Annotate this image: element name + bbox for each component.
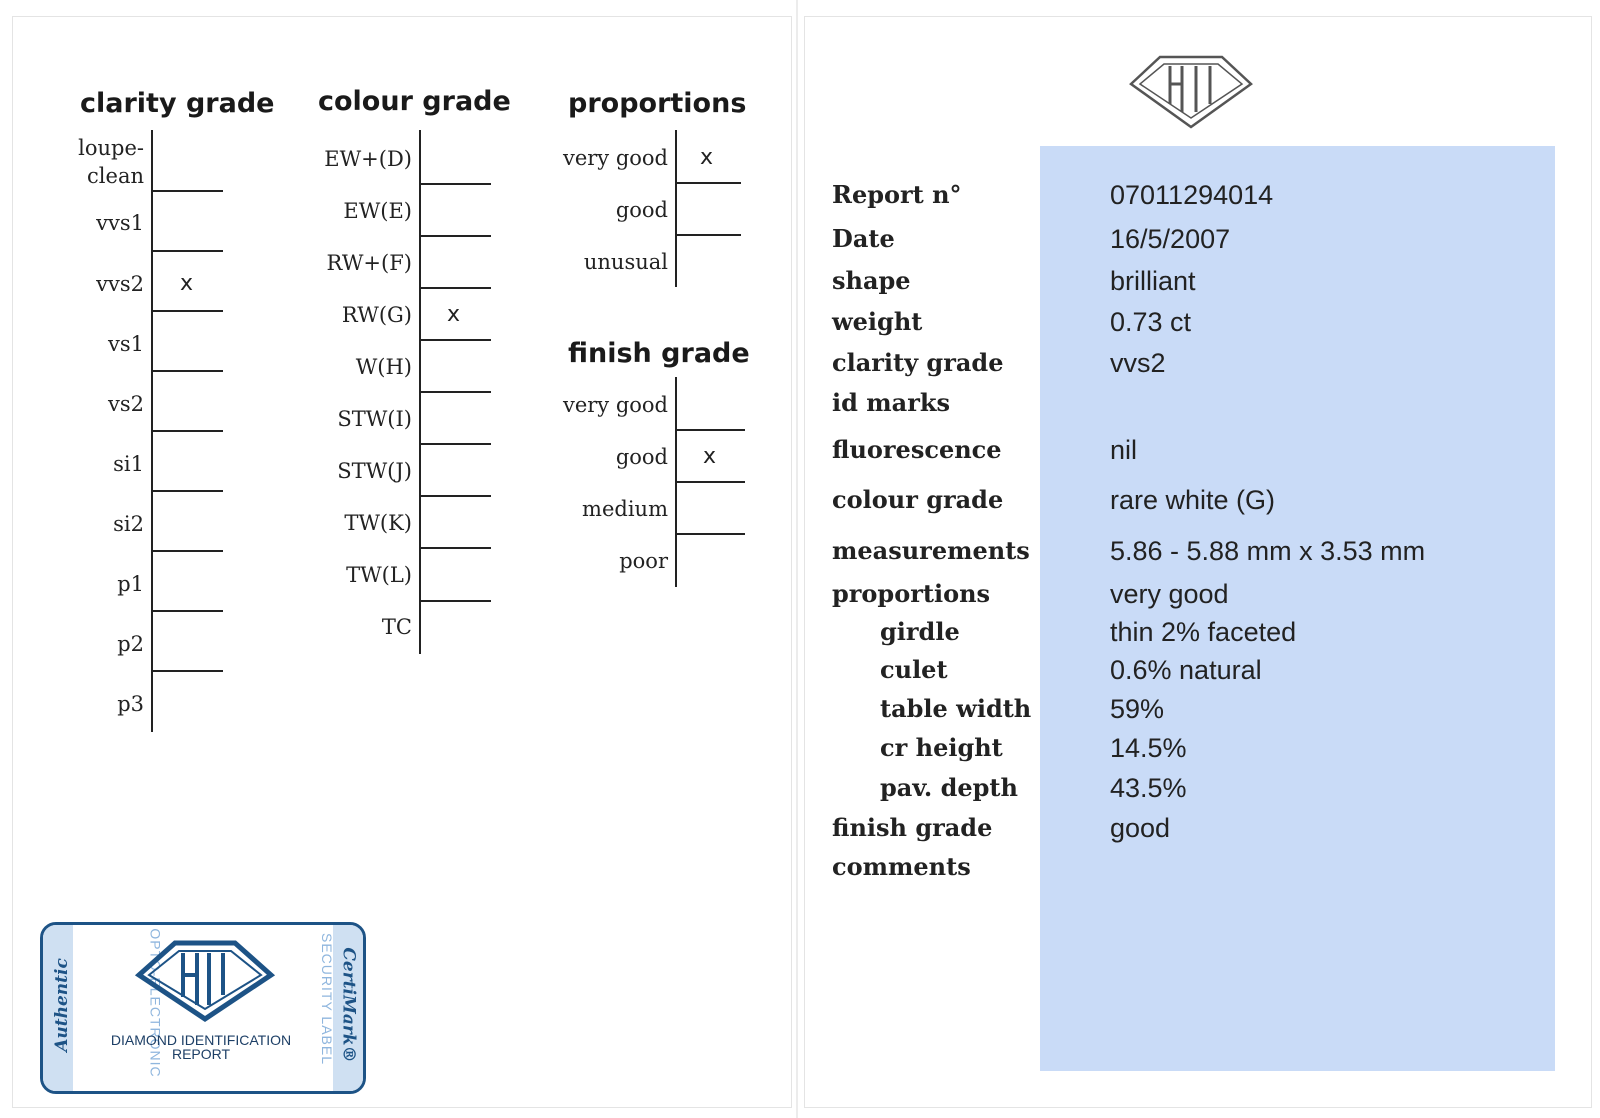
finish-mark: x [703, 444, 717, 469]
clarity-divider [151, 430, 223, 432]
clarity-label-p1: p1 [117, 572, 144, 596]
sticker-caption-line2: REPORT [171, 1046, 231, 1062]
proportions-axis [675, 130, 677, 287]
field-label-colour-grade: colour grade [832, 485, 1004, 514]
clarity-grade-heading: clarity grade [80, 88, 275, 119]
colour-label-f: RW+(F) [326, 251, 412, 275]
colour-divider [419, 339, 491, 341]
proportions-heading: proportions [568, 88, 747, 119]
field-label-proportions: proportions [832, 579, 991, 608]
colour-label-tc: TC [381, 615, 412, 639]
clarity-divider [151, 550, 223, 552]
colour-label-j: STW(J) [337, 459, 412, 483]
field-value-weight: 0.73 ct [1110, 307, 1192, 337]
finish-divider [675, 429, 745, 431]
finish-label-medium: medium [582, 497, 668, 521]
colour-label-k: TW(K) [344, 511, 412, 535]
colour-divider [419, 287, 491, 289]
field-value-pav-depth: 43.5% [1110, 773, 1187, 803]
sticker-security-text: SECURITY LABEL [319, 932, 336, 1066]
field-value-cr-height: 14.5% [1110, 733, 1187, 763]
clarity-label-si1: si1 [113, 452, 144, 476]
field-value-culet: 0.6% natural [1110, 655, 1262, 685]
field-value-girdle: thin 2% faceted [1110, 617, 1297, 647]
field-value-fluorescence: nil [1110, 435, 1138, 465]
clarity-divider [151, 610, 223, 612]
clarity-label-vvs2: vvs2 [96, 272, 144, 296]
clarity-divider [151, 670, 223, 672]
clarity-mark: x [180, 271, 194, 296]
field-label-fluorescence: fluorescence [832, 435, 1002, 464]
clarity-label-si2: si2 [113, 512, 144, 536]
field-value-report-no: 07011294014 [1110, 180, 1274, 210]
colour-label-i: STW(I) [337, 407, 412, 431]
colour-divider [419, 391, 491, 393]
field-value-clarity-grade: vvs2 [1110, 348, 1166, 378]
colour-divider [419, 183, 491, 185]
fold-line [796, 0, 798, 1118]
finish-grade-heading: finish grade [568, 338, 750, 369]
field-label-comments: comments [832, 852, 971, 881]
colour-divider [419, 495, 491, 497]
field-label-id-marks: id marks [832, 388, 950, 417]
finish-label-very-good: very good [562, 393, 668, 417]
field-value-shape: brilliant [1110, 266, 1196, 296]
field-label-weight: weight [832, 307, 923, 336]
proportions-divider [675, 182, 741, 184]
finish-divider [675, 481, 745, 483]
colour-label-h: W(H) [355, 355, 412, 379]
field-value-table-width: 59% [1110, 694, 1165, 724]
field-label-pav-depth: pav. depth [880, 773, 1018, 802]
security-sticker [40, 922, 366, 1094]
colour-grade-heading: colour grade [318, 86, 511, 117]
colour-divider [419, 600, 491, 602]
clarity-divider [151, 190, 223, 192]
clarity-label-vvs1: vvs1 [96, 211, 144, 235]
clarity-label-p3: p3 [117, 692, 144, 716]
field-label-report-no: Report n° [832, 180, 962, 209]
sticker-certimark-text: CertiMark® [338, 947, 359, 1063]
colour-divider [419, 547, 491, 549]
field-label-measurements: measurements [832, 536, 1030, 565]
proportions-divider [675, 234, 741, 236]
clarity-label-loupe: loupe- [78, 136, 144, 160]
clarity-divider [151, 250, 223, 252]
colour-label-d: EW+(D) [324, 147, 412, 171]
field-value-finish-grade: good [1110, 813, 1171, 843]
clarity-divider [151, 370, 223, 372]
hrd-logo-icon [1128, 54, 1254, 130]
proportions-label-very-good: very good [562, 146, 668, 170]
proportions-label-good: good [615, 198, 668, 222]
field-label-culet: culet [880, 655, 948, 684]
field-value-proportions: very good [1110, 579, 1229, 609]
field-value-colour-grade: rare white (G) [1110, 485, 1276, 515]
colour-divider [419, 443, 491, 445]
field-label-finish-grade: finish grade [832, 813, 993, 842]
proportions-label-unusual: unusual [583, 250, 668, 274]
colour-label-l: TW(L) [346, 563, 412, 587]
colour-mark: x [447, 302, 461, 327]
colour-label-g: RW(G) [341, 303, 412, 327]
sticker-hrd-logo-icon [135, 939, 275, 1023]
proportions-mark: x [700, 145, 714, 170]
clarity-label-p2: p2 [117, 632, 144, 656]
clarity-divider [151, 310, 223, 312]
field-value-measurements: 5.86 - 5.88 mm x 3.53 mm [1110, 536, 1426, 566]
field-label-girdle: girdle [880, 617, 960, 646]
clarity-label-vs2: vs2 [107, 392, 144, 416]
sticker-authentic-text: Authentic [51, 958, 72, 1052]
field-label-table-width: table width [880, 694, 1032, 723]
clarity-label-clean: clean [87, 164, 144, 188]
field-label-shape: shape [832, 266, 911, 295]
sticker-caption-line1: DIAMOND IDENTIFICATION [110, 1032, 292, 1048]
colour-label-e: EW(E) [343, 199, 412, 223]
field-label-clarity-grade: clarity grade [832, 348, 1004, 377]
finish-label-good: good [615, 445, 668, 469]
finish-label-poor: poor [619, 549, 668, 573]
colour-divider [419, 235, 491, 237]
field-label-cr-height: cr height [880, 733, 1003, 762]
clarity-label-vs1: vs1 [107, 332, 144, 356]
clarity-divider [151, 490, 223, 492]
field-value-date: 16/5/2007 [1110, 224, 1231, 254]
field-label-date: Date [832, 224, 895, 253]
sticker-opto-text: OPTO-ELECTRONIC [147, 928, 164, 1078]
finish-divider [675, 533, 745, 535]
